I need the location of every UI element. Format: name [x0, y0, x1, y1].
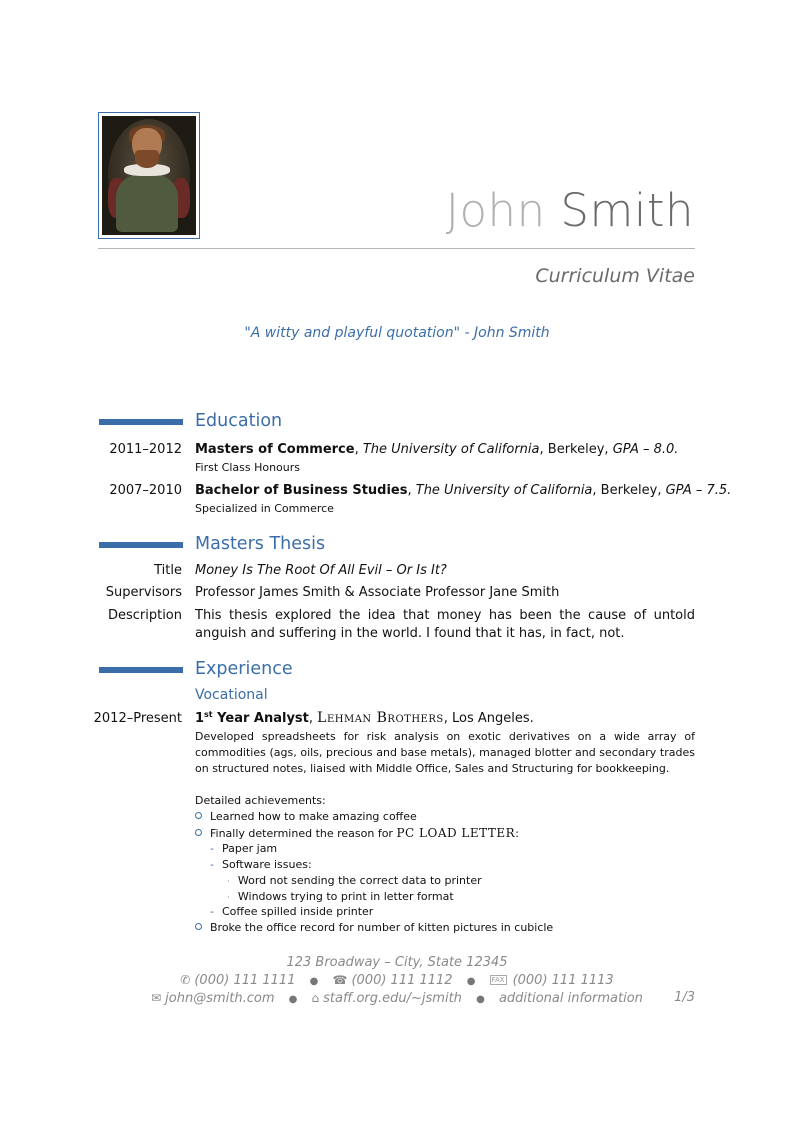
dot-bullet-icon: ·: [227, 877, 230, 887]
education-note: First Class Honours: [195, 461, 301, 474]
dash-bullet-icon: -: [210, 858, 214, 871]
subsection-title-vocational: Vocational: [195, 687, 268, 703]
dash-bullet-icon: -: [210, 905, 214, 918]
email-link[interactable]: john@smith.com: [165, 991, 275, 1006]
circle-bullet-icon: [195, 812, 202, 819]
thesis-label-title: Title: [154, 563, 182, 578]
achievements-label: Detailed achievements:: [195, 794, 326, 807]
thesis-description: This thesis explored the idea that money has been the cause of untold anguish and suffering in the world. I found that it has, in fact, not.: [195, 608, 695, 641]
employer: Lehman Brothers: [317, 710, 444, 726]
city: Berkeley: [547, 442, 605, 457]
circle-bullet-icon: [195, 829, 202, 836]
experience-description: Developed spreadsheets for risk analysis on exotic derivatives on a wide array of commodities (ags, oils, precious and base metals), managed blotter and secondary trades on structured notes, liaised with Middle Office, Sales and Structuring for bookkeeping.: [195, 730, 695, 775]
section-title-thesis: Masters Thesis: [195, 534, 326, 554]
person-name: [445, 184, 694, 237]
education-note: Specialized in Commerce: [195, 502, 334, 515]
phone-icon: ☎: [332, 973, 348, 987]
additional-information: additional information: [498, 991, 643, 1006]
separator-dot: ●: [466, 976, 476, 987]
profile-photo-frame: [98, 112, 200, 239]
homepage-icon: ⌂: [311, 991, 320, 1005]
quote: "A witty and playful quotation" - John Smith: [244, 325, 550, 341]
document-title: Curriculum Vitae: [535, 265, 695, 287]
code-text: PC LOAD LETTER: [396, 826, 516, 840]
education-dates: 2007–2010: [109, 483, 182, 498]
circle-bullet-icon: [195, 923, 202, 930]
achievement-subitem: - Paper jam: [210, 842, 278, 855]
grade: GPA – 7.5.: [665, 483, 732, 498]
last-name: Smith: [560, 184, 694, 237]
thesis-label-supervisors: Supervisors: [105, 585, 182, 600]
education-entry: Masters of Commerce, The University of California, Berkeley, GPA – 8.0.: [195, 442, 679, 457]
fax-icon: FAX: [491, 976, 505, 984]
degree: Bachelor of Business Studies: [195, 483, 408, 498]
section-bar-education: [99, 419, 183, 425]
achievement-item: Finally determined the reason for PC LOAD LETTER:: [195, 826, 519, 840]
footer-address: 123 Broadway – City, State 12345: [286, 955, 508, 970]
footer-phones: [0, 973, 794, 988]
section-title-education: Education: [195, 411, 283, 431]
profile-photo: [102, 116, 196, 235]
experience-dates: 2012–Present: [93, 711, 182, 726]
phone-number[interactable]: (000) 111 1112: [351, 973, 453, 988]
achievement-subitem: - Coffee spilled inside printer: [210, 905, 374, 918]
header-divider: [98, 248, 695, 249]
fax-number: (000) 111 1113: [512, 973, 614, 988]
experience-entry: 1st Year Analyst, Lehman Brothers, Los Angeles.: [195, 710, 534, 726]
achievement-item: Learned how to make amazing coffee: [195, 810, 417, 823]
degree: Masters of Commerce: [195, 442, 355, 457]
education-dates: 2011–2012: [109, 442, 182, 457]
city: Berkeley: [600, 483, 658, 498]
institution: The University of California: [362, 442, 540, 457]
mobile-phone-icon: ✆: [180, 973, 191, 987]
grade: GPA – 8.0.: [612, 442, 679, 457]
achievement-subitem: - Software issues:: [210, 858, 312, 871]
separator-dot: ●: [476, 994, 485, 1005]
thesis-label-description: Description: [107, 608, 182, 623]
homepage-link[interactable]: staff.org.edu/~jsmith: [323, 991, 462, 1006]
education-entry: Bachelor of Business Studies, The University of California, Berkeley, GPA – 7.5.: [195, 483, 732, 498]
thesis-title: Money Is The Root Of All Evil – Or Is It?: [195, 563, 447, 578]
section-bar-thesis: [99, 542, 183, 548]
section-bar-experience: [99, 667, 183, 673]
separator-dot: ●: [309, 976, 319, 987]
city: Los Angeles.: [452, 711, 534, 726]
mobile-number[interactable]: (000) 111 1111: [194, 973, 296, 988]
email-icon: ✉: [151, 991, 162, 1005]
dash-bullet-icon: -: [210, 842, 214, 855]
section-title-experience: Experience: [195, 659, 293, 679]
achievement-subsubitem: · Windows trying to print in letter format: [227, 890, 454, 903]
position: 1st Year Analyst: [195, 710, 309, 726]
achievement-subsubitem: · Word not sending the correct data to printer: [227, 874, 482, 887]
separator-dot: ●: [288, 994, 298, 1005]
achievement-item: Broke the office record for number of kitten pictures in cubicle: [195, 921, 553, 934]
dot-bullet-icon: ·: [227, 893, 230, 903]
first-name: John: [445, 184, 546, 237]
institution: The University of California: [415, 483, 593, 498]
page-number: 1/3: [674, 990, 695, 1005]
thesis-supervisors: Professor James Smith & Associate Professor Jane Smith: [195, 585, 560, 600]
